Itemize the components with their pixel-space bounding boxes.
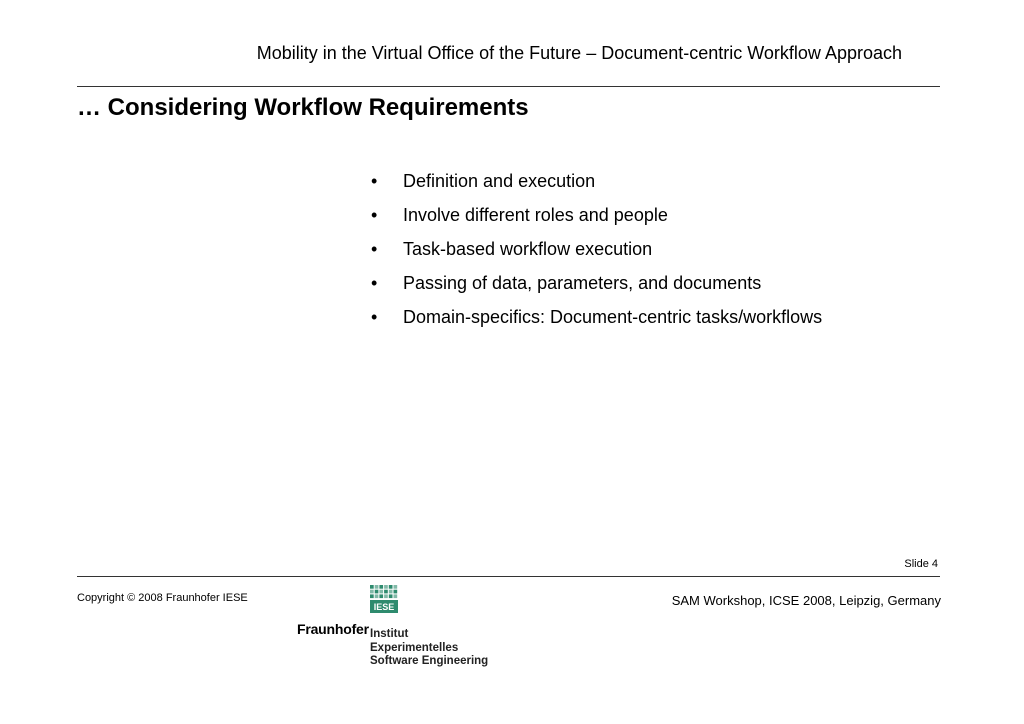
logo-cell bbox=[375, 594, 379, 598]
bullet-item bbox=[371, 306, 822, 340]
logo-cell bbox=[379, 590, 383, 594]
bullet-item bbox=[371, 170, 822, 204]
logo-cell bbox=[375, 585, 379, 589]
logo-cell bbox=[370, 585, 374, 589]
footer-divider bbox=[77, 576, 940, 577]
logo-cell bbox=[389, 590, 393, 594]
logo-cell bbox=[394, 590, 398, 594]
logo-cell bbox=[375, 590, 379, 594]
bullet-text: Passing of data, parameters, and documents bbox=[403, 273, 762, 293]
copyright-notice: Copyright © 2008 Fraunhofer IESE bbox=[77, 592, 248, 604]
logo-cell bbox=[389, 585, 393, 589]
bullet-item bbox=[371, 204, 822, 238]
logo-cell bbox=[379, 594, 383, 598]
institute-line: Institut bbox=[370, 628, 409, 640]
bullet-text: Domain-specifics: Document-centric tasks/workflows bbox=[403, 307, 823, 327]
logo-cell bbox=[394, 585, 398, 589]
logo-cell bbox=[394, 594, 398, 598]
bullet-marker: • bbox=[371, 171, 378, 191]
bullet-marker: • bbox=[371, 239, 378, 259]
bullet-list bbox=[371, 170, 822, 340]
bullet-text: Involve different roles and people bbox=[403, 205, 668, 225]
logo-cell bbox=[379, 585, 383, 589]
iese-logo-icon bbox=[370, 585, 398, 613]
fraunhofer-brand: Fraunhofer bbox=[297, 621, 369, 637]
slide-number: Slide 4 bbox=[904, 558, 938, 570]
logo-cell bbox=[384, 590, 388, 594]
institute-line: Software Engineering bbox=[370, 655, 489, 667]
bullet-text: Definition and execution bbox=[403, 171, 596, 191]
slide-title: … Considering Workflow Requirements bbox=[77, 94, 529, 121]
event-info: SAM Workshop, ICSE 2008, Leipzig, Germany bbox=[671, 593, 941, 608]
logo-cell bbox=[384, 585, 388, 589]
bullet-marker: • bbox=[371, 273, 378, 293]
iese-badge-label: IESE bbox=[373, 602, 395, 612]
logo-cell bbox=[384, 594, 388, 598]
logo-cell bbox=[370, 590, 374, 594]
bullet-text: Task-based workflow execution bbox=[403, 239, 653, 259]
logo-cell bbox=[370, 594, 374, 598]
institute-name bbox=[370, 628, 488, 669]
bullet-marker: • bbox=[371, 205, 378, 225]
presentation-title: Mobility in the Virtual Office of the Future – Document-centric Workflow Approach bbox=[256, 43, 902, 63]
institute-line: Experimentelles bbox=[370, 641, 459, 654]
bullet-item bbox=[371, 272, 822, 306]
logo-cell bbox=[389, 594, 393, 598]
header-divider bbox=[77, 86, 940, 87]
bullet-item bbox=[371, 238, 822, 272]
bullet-marker: • bbox=[371, 307, 378, 327]
